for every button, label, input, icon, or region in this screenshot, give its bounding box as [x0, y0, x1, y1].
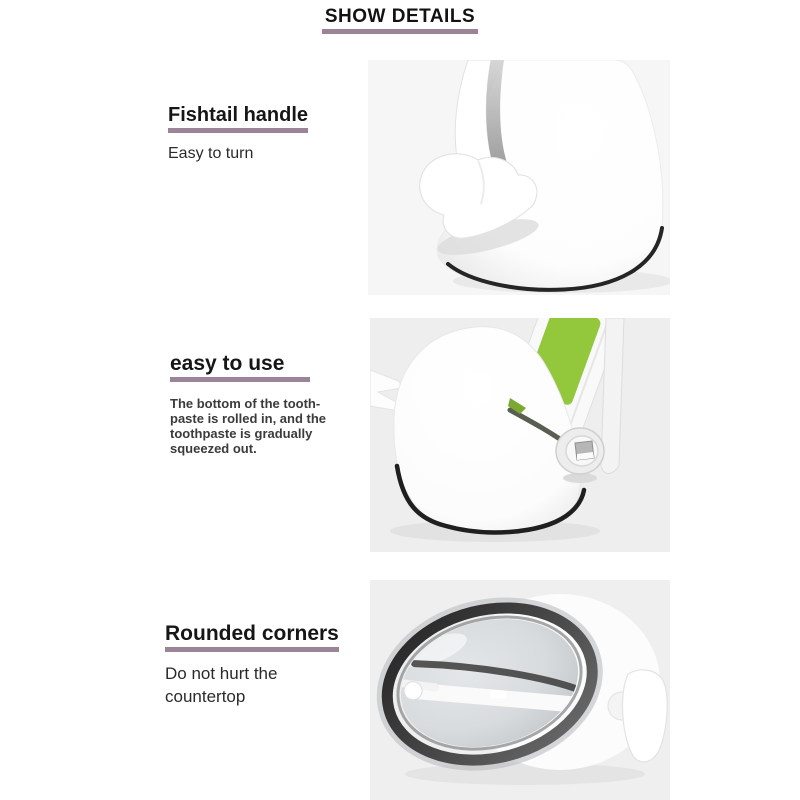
roller-tab: [490, 690, 507, 699]
section-fishtail-handle: [168, 104, 308, 164]
squeezer-front-view-illustration: [368, 60, 670, 295]
body-line: Do not hurt the: [165, 664, 278, 683]
body-line: The bottom of the tooth-: [170, 396, 321, 411]
squeezer-side-view-illustration: [370, 318, 670, 552]
section-rounded-corners: [165, 622, 339, 708]
section-easy-to-use: [170, 352, 326, 456]
body-line: paste is rolled in, and the: [170, 411, 327, 426]
product-photo-rounded-corners: [370, 580, 670, 800]
product-photo-fishtail-handle: [368, 60, 670, 295]
section-body: [170, 396, 326, 456]
body-line: countertop: [165, 687, 246, 706]
section-heading: easy to use: [170, 352, 310, 382]
section-body: [168, 143, 308, 164]
body-line: squeezed out.: [170, 441, 257, 456]
product-photo-easy-to-use: [370, 318, 670, 552]
section-heading: Fishtail handle: [168, 104, 308, 133]
squeezer-bottom-view-illustration: [370, 580, 670, 800]
section-body: [165, 662, 339, 708]
page-title-row: [0, 6, 800, 34]
body-line: Easy to turn: [168, 145, 254, 162]
body-line: toothpaste is gradually: [170, 426, 313, 441]
section-heading: Rounded corners: [165, 622, 339, 652]
page-title: SHOW DETAILS: [322, 6, 478, 34]
